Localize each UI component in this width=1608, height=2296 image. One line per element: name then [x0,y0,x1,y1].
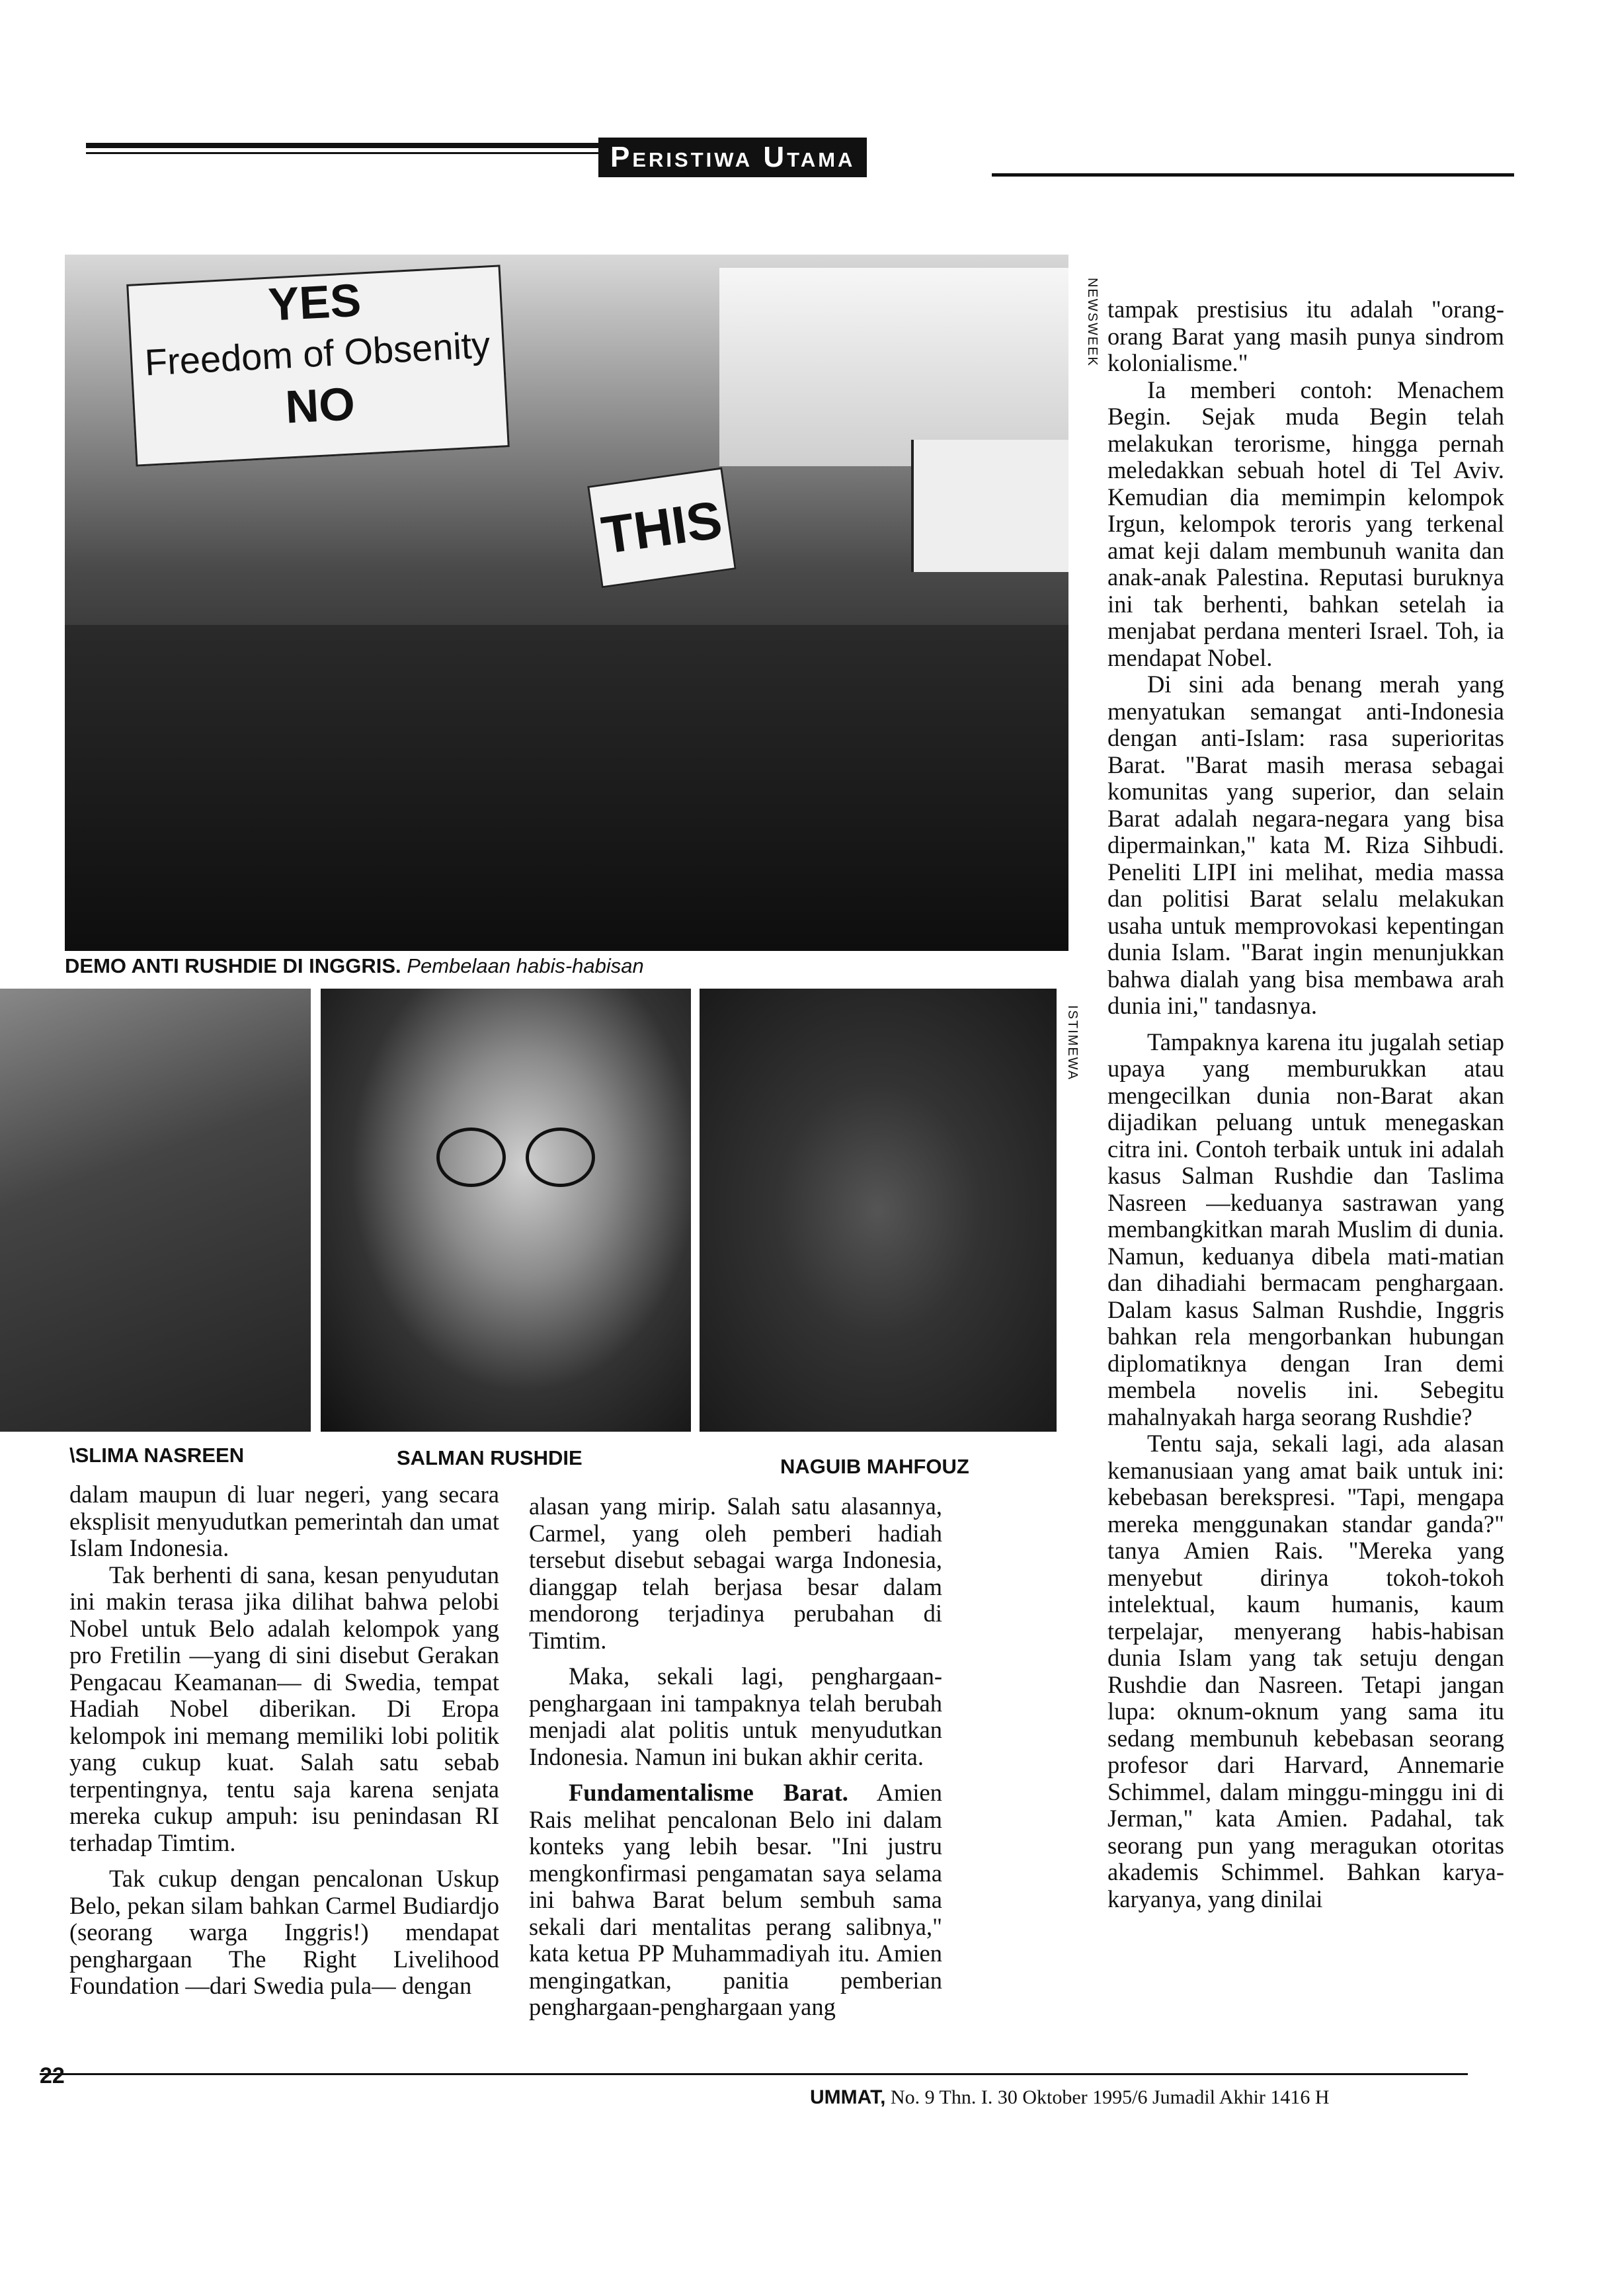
col1-para-3: Tak cukup dengan pencalonan Uskup Belo, pekan silam bahkan Carmel Budiardjo (seorang warga Inggris!) mendapat penghargaan The Right Livelihood Foundation —dari Swedia pula— dengan [69,1865,499,1999]
col1-para-1: dalam maupun di luar negeri, yang secara eksplisit menyudutkan pemerintah dan umat Islam Indonesia. [69,1481,499,1561]
col3-para-3: Di sini ada benang merah yang menyatukan semangat anti-Indonesia dengan anti-Islam: rasa superioritas Barat. "Barat masih merasa sebagai komunitas yang superior, dan selain Barat adalah negara-negara yang bisa dipermainkan," kata M. Riza Sihbudi. Peneliti LIPI ini melihat, media massa dan politisi Barat selalu melakukan usaha untuk memprovokasi kepentingan dunia Islam. "Barat ingin menunjukkan bahwa dialah yang bisa membawa arah dunia ini," tandasnya. [1107,671,1504,1019]
photo-credit-istimewa: ISTIMEWA [1065,1005,1080,1081]
column-3 [1107,296,1504,1912]
page-number: 22 [40,2063,65,2088]
header-rule-right [992,173,1514,177]
sign-no-text: NO [284,378,356,433]
sign-freedom-text: Freedom of Obsenity [143,323,491,384]
sign-yes-text: YES [266,274,362,331]
footer-magazine [810,2086,1330,2109]
col3-para-2: Ia memberi contoh: Menachem Begin. Sejak muda Begin telah melakukan terorisme, hingga pernah meledakkan sebuah hotel di Tel Aviv. Kemudian dia memimpin kelompok Irgun, kelompok teroris yang terkenal amat keji dalam membunuh wanita dan anak-anak Palestina. Reputasi buruknya ini tak berhenti, bahkan setelah ia menjabat perdana menteri Israel. Toh, ia mendapat Nobel. [1107,376,1504,671]
sign-this: THIS [587,467,737,588]
magazine-name: UMMAT, [810,2086,886,2108]
col1-para-2: Tak berhenti di sana, kesan penyudutan ini makin terasa jika dilihat bahwa pelobi Nobel untuk Belo adalah kelompok yang pro Fretilin —yang di sini disebut Gerakan Pengacau Keamanan— di Swedia, tempat Hadiah Nobel diberikan. Di Eropa kelompok ini memang memiliki lobi politik yang cukup kuat. Salah satu sebab terpentingnya, tentu saja karena senjata mereka cukup ampuh: isu penindasan RI terhadap Timtim. [69,1561,499,1856]
column-2 [529,1493,942,2021]
col2-para-3 [529,1780,942,2021]
banner-arabic [719,268,1068,466]
header-rule-left-thin [86,152,598,154]
caption-italic: Pembelaan habis-habisan [407,954,644,977]
col2-para-2: Maka, sekali lagi, penghargaan-penghargaan ini tampaknya telah berubah menjadi alat politis untuk menyudutkan Indonesia. Namun ini bukan akhir cerita. [529,1662,942,1770]
caption-nasreen: \SLIMA NASREEN [69,1444,245,1467]
col2-para-1: alasan yang mirip. Salah satu alasannya, Carmel, yang oleh pemberi hadiah tersebut disebut sebagai warga Indonesia, dianggap telah berjasa besar dalam mendorong terjadinya perubahan di Timtim. [529,1493,942,1654]
photo-taslima-nasreen [0,989,311,1432]
column-1 [69,1481,499,2000]
subhead-lead: Amien [848,1779,942,1806]
glasses-icon [436,1128,595,1180]
col2-para-3-text: Rais melihat pencalonan Belo ini dalam konteks yang lebih besar. "Ini justru mengkonfirmasi pengamatan saya selama ini bahwa Barat belum sembuh sama sekali dari mentalitas perang salibnya," kata ketua PP Muhammadiyah itu. Amien mengingatkan, panitia pemberian penghargaan-penghargaan yang [529,1805,942,2020]
caption-mahfouz: NAGUIB MAHFOUZ [780,1455,969,1478]
photo-salman-rushdie [321,989,691,1432]
section-header: Peristiwa Utama [598,138,867,177]
main-photo-caption [65,954,644,978]
col3-para-5: Tentu saja, sekali lagi, ada alasan kemanusiaan yang amat baik untuk ini: kebebasan berekspresi. "Tapi, mengapa mereka menggunakan standar ganda?" tanya Amien Rais. "Mereka yang menyebut dirinya tokoh-tokoh intelektual, kaum humanis, kaum terpelajar, menyerang habis-habisan dunia Islam yang tak setuju dengan Rushdie dan Nasreen. Tetapi jangan lupa: oknum-oknum yang sama itu sedang membunuh kebebasan seorang profesor dari Harvard, Annemarie Schimmel, dalam minggu-minggu ini di Jerman," kata Amien. Padahal, tak seorang pun yang meragukan otoritas akademis Schimmel. Bahkan karya-karyanya, yang dinilai [1107,1430,1504,1912]
sign-yes-no [126,265,510,466]
subhead-fundamentalisme: Fundamentalisme Barat. [569,1779,848,1806]
photo-naguib-mahfouz [700,989,1057,1432]
col3-para-1: tampak prestisius itu adalah "orang-orang Barat yang masih punya sindrom kolonialisme." [1107,296,1504,376]
main-photo [65,255,1068,951]
caption-bold: DEMO ANTI RUSHDIE DI INGGRIS. [65,954,401,977]
footer-rule [40,2073,1468,2075]
caption-rushdie: SALMAN RUSHDIE [397,1446,583,1469]
issue-info: No. 9 Thn. I. 30 Oktober 1995/6 Jumadil Akhir 1416 H [890,2086,1330,2108]
banner-right [911,440,1068,572]
photo-credit-newsweek: NEWSWEEK [1085,278,1100,367]
col3-para-4: Tampaknya karena itu jugalah setiap upaya yang memburukkan atau mengecilkan dunia non-Barat akan dijadikan peluang untuk menegaskan citra ini. Contoh terbaik untuk ini adalah kasus Salman Rushdie dan Taslima Nasreen —keduanya sastrawan yang membangkitkan marah Muslim di dunia. Namun, keduanya dibela mati-matian dan dihadiahi bermacam penghargaan. Dalam kasus Salman Rushdie, Inggris bahkan rela mengorbankan hubungan diplomatiknya dengan Iran demi membela novelis ini. Sebegitu mahalnyakah harga seorang Rushdie? [1107,1028,1504,1430]
header-rule-left [86,143,598,148]
crowd [65,625,1068,951]
